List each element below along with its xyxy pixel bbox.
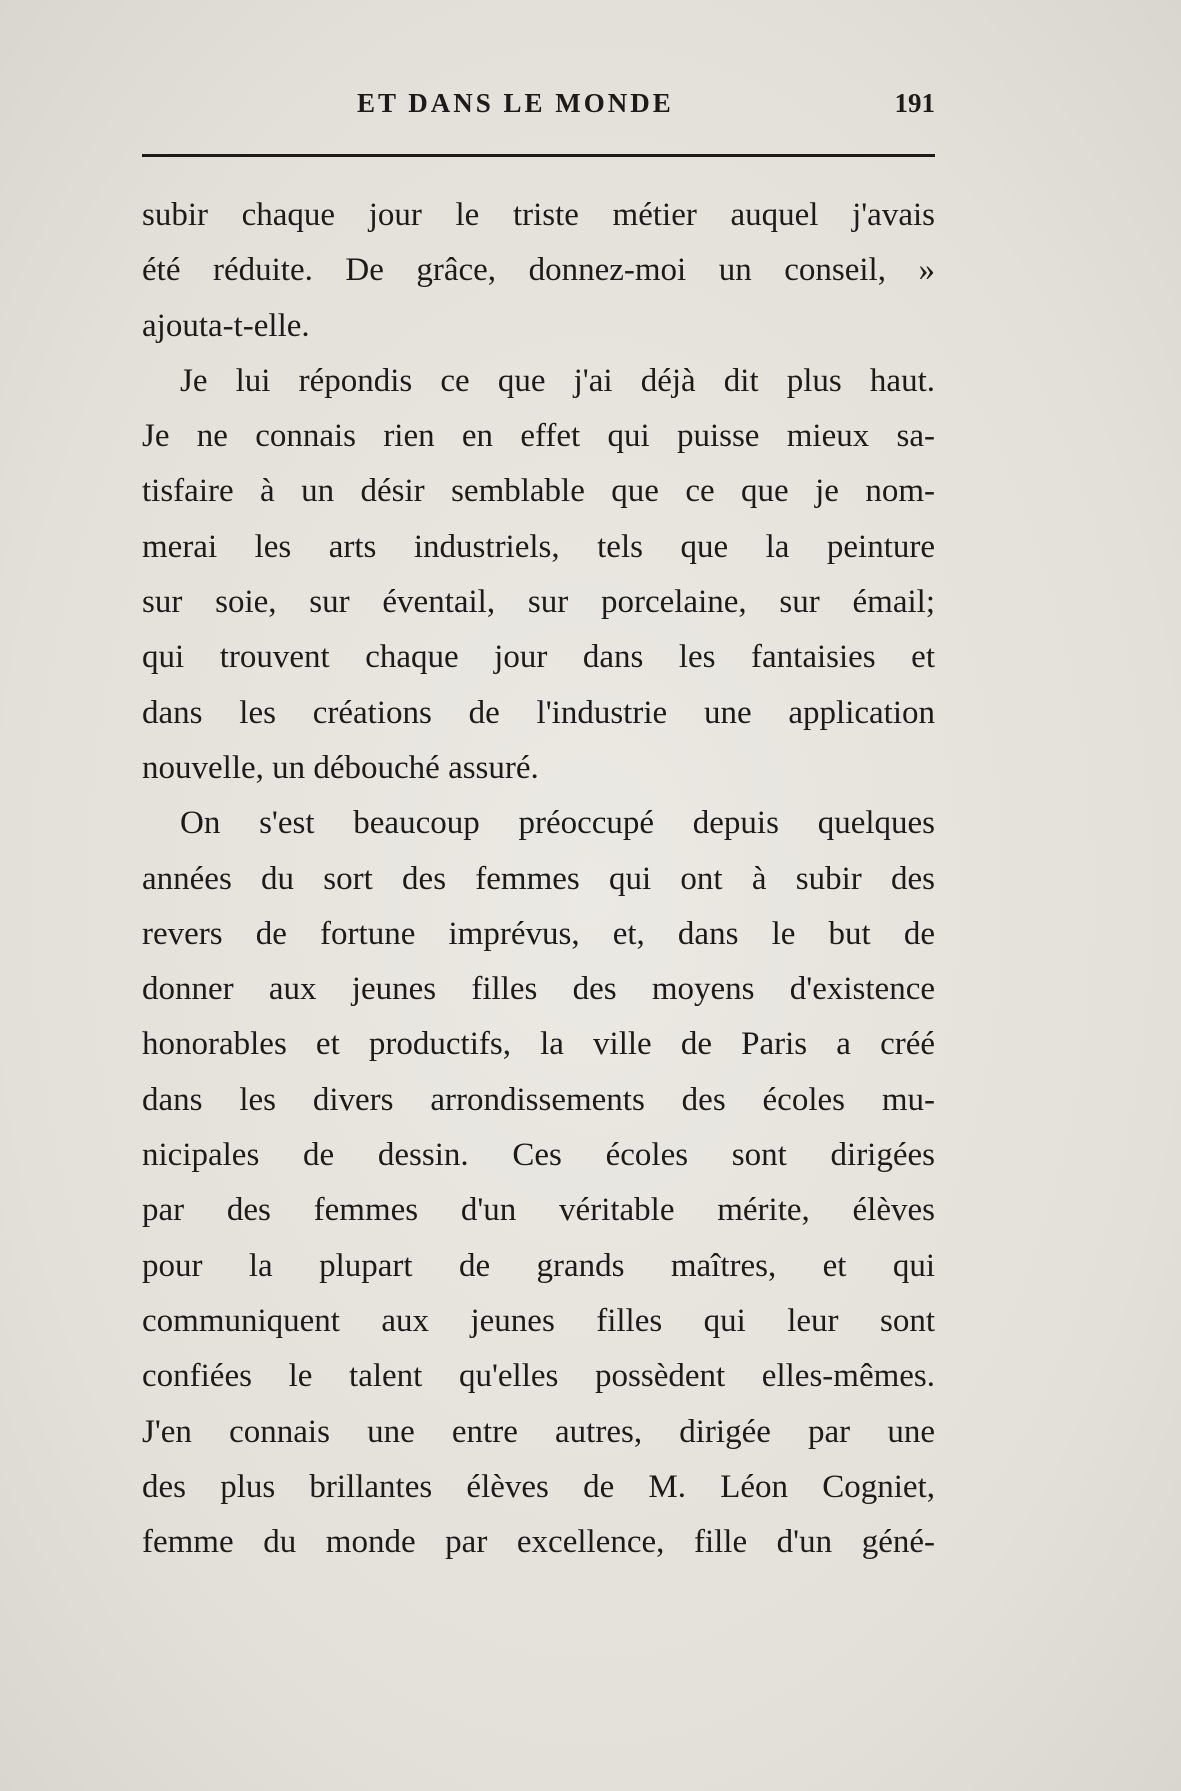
text-line: sur soie, sur éventail, sur porcelaine, sur émail;	[142, 584, 935, 621]
text-line: On s'est beaucoup préoccupé depuis quelques	[180, 805, 935, 842]
text-line: dans les créations de l'industrie une application	[142, 694, 935, 731]
text-line: qui trouvent chaque jour dans les fantaisies et	[142, 639, 935, 676]
text-line: femme du monde par excellence, fille d'un géné-	[142, 1524, 935, 1561]
text-line: J'en connais une entre autres, dirigée par une	[142, 1413, 935, 1450]
text-line: communiquent aux jeunes filles qui leur sont	[142, 1302, 935, 1339]
text-line: nouvelle, un débouché assuré.	[142, 749, 539, 786]
header-rule	[142, 154, 935, 157]
text-line: subir chaque jour le triste métier auquel j'avais	[142, 197, 935, 233]
page-header	[142, 88, 935, 132]
body-text	[142, 188, 935, 1570]
text-line: confiées le talent qu'elles possèdent elles-mêmes.	[142, 1358, 935, 1395]
page-number: 191	[894, 88, 935, 118]
text-line: ajouta-t-elle.	[142, 307, 310, 344]
text-line: pour la plupart de grands maîtres, et qui	[142, 1247, 935, 1284]
text-line: nicipales de dessin. Ces écoles sont dirigées	[142, 1137, 935, 1174]
text-line: merai les arts industriels, tels que la peinture	[142, 528, 935, 565]
running-title: ET DANS LE MONDE	[357, 88, 674, 118]
text-line: dans les divers arrondissements des écoles mu-	[142, 1081, 935, 1118]
text-line: par des femmes d'un véritable mérite, élèves	[142, 1192, 935, 1229]
text-line: donner aux jeunes filles des moyens d'existence	[142, 971, 935, 1008]
text-line: Je lui répondis ce que j'ai déjà dit plus haut.	[180, 362, 935, 399]
text-line: été réduite. De grâce, donnez-moi un conseil, »	[142, 252, 935, 289]
text-line: revers de fortune imprévus, et, dans le but de	[142, 915, 935, 952]
text-line: tisfaire à un désir semblable que ce que je nom-	[142, 473, 935, 510]
text-line: des plus brillantes élèves de M. Léon Cogniet,	[142, 1468, 935, 1505]
text-line: années du sort des femmes qui ont à subir des	[142, 860, 935, 897]
text-line: honorables et productifs, la ville de Paris a créé	[142, 1026, 935, 1063]
text-line: Je ne connais rien en effet qui puisse mieux sa-	[142, 418, 935, 455]
